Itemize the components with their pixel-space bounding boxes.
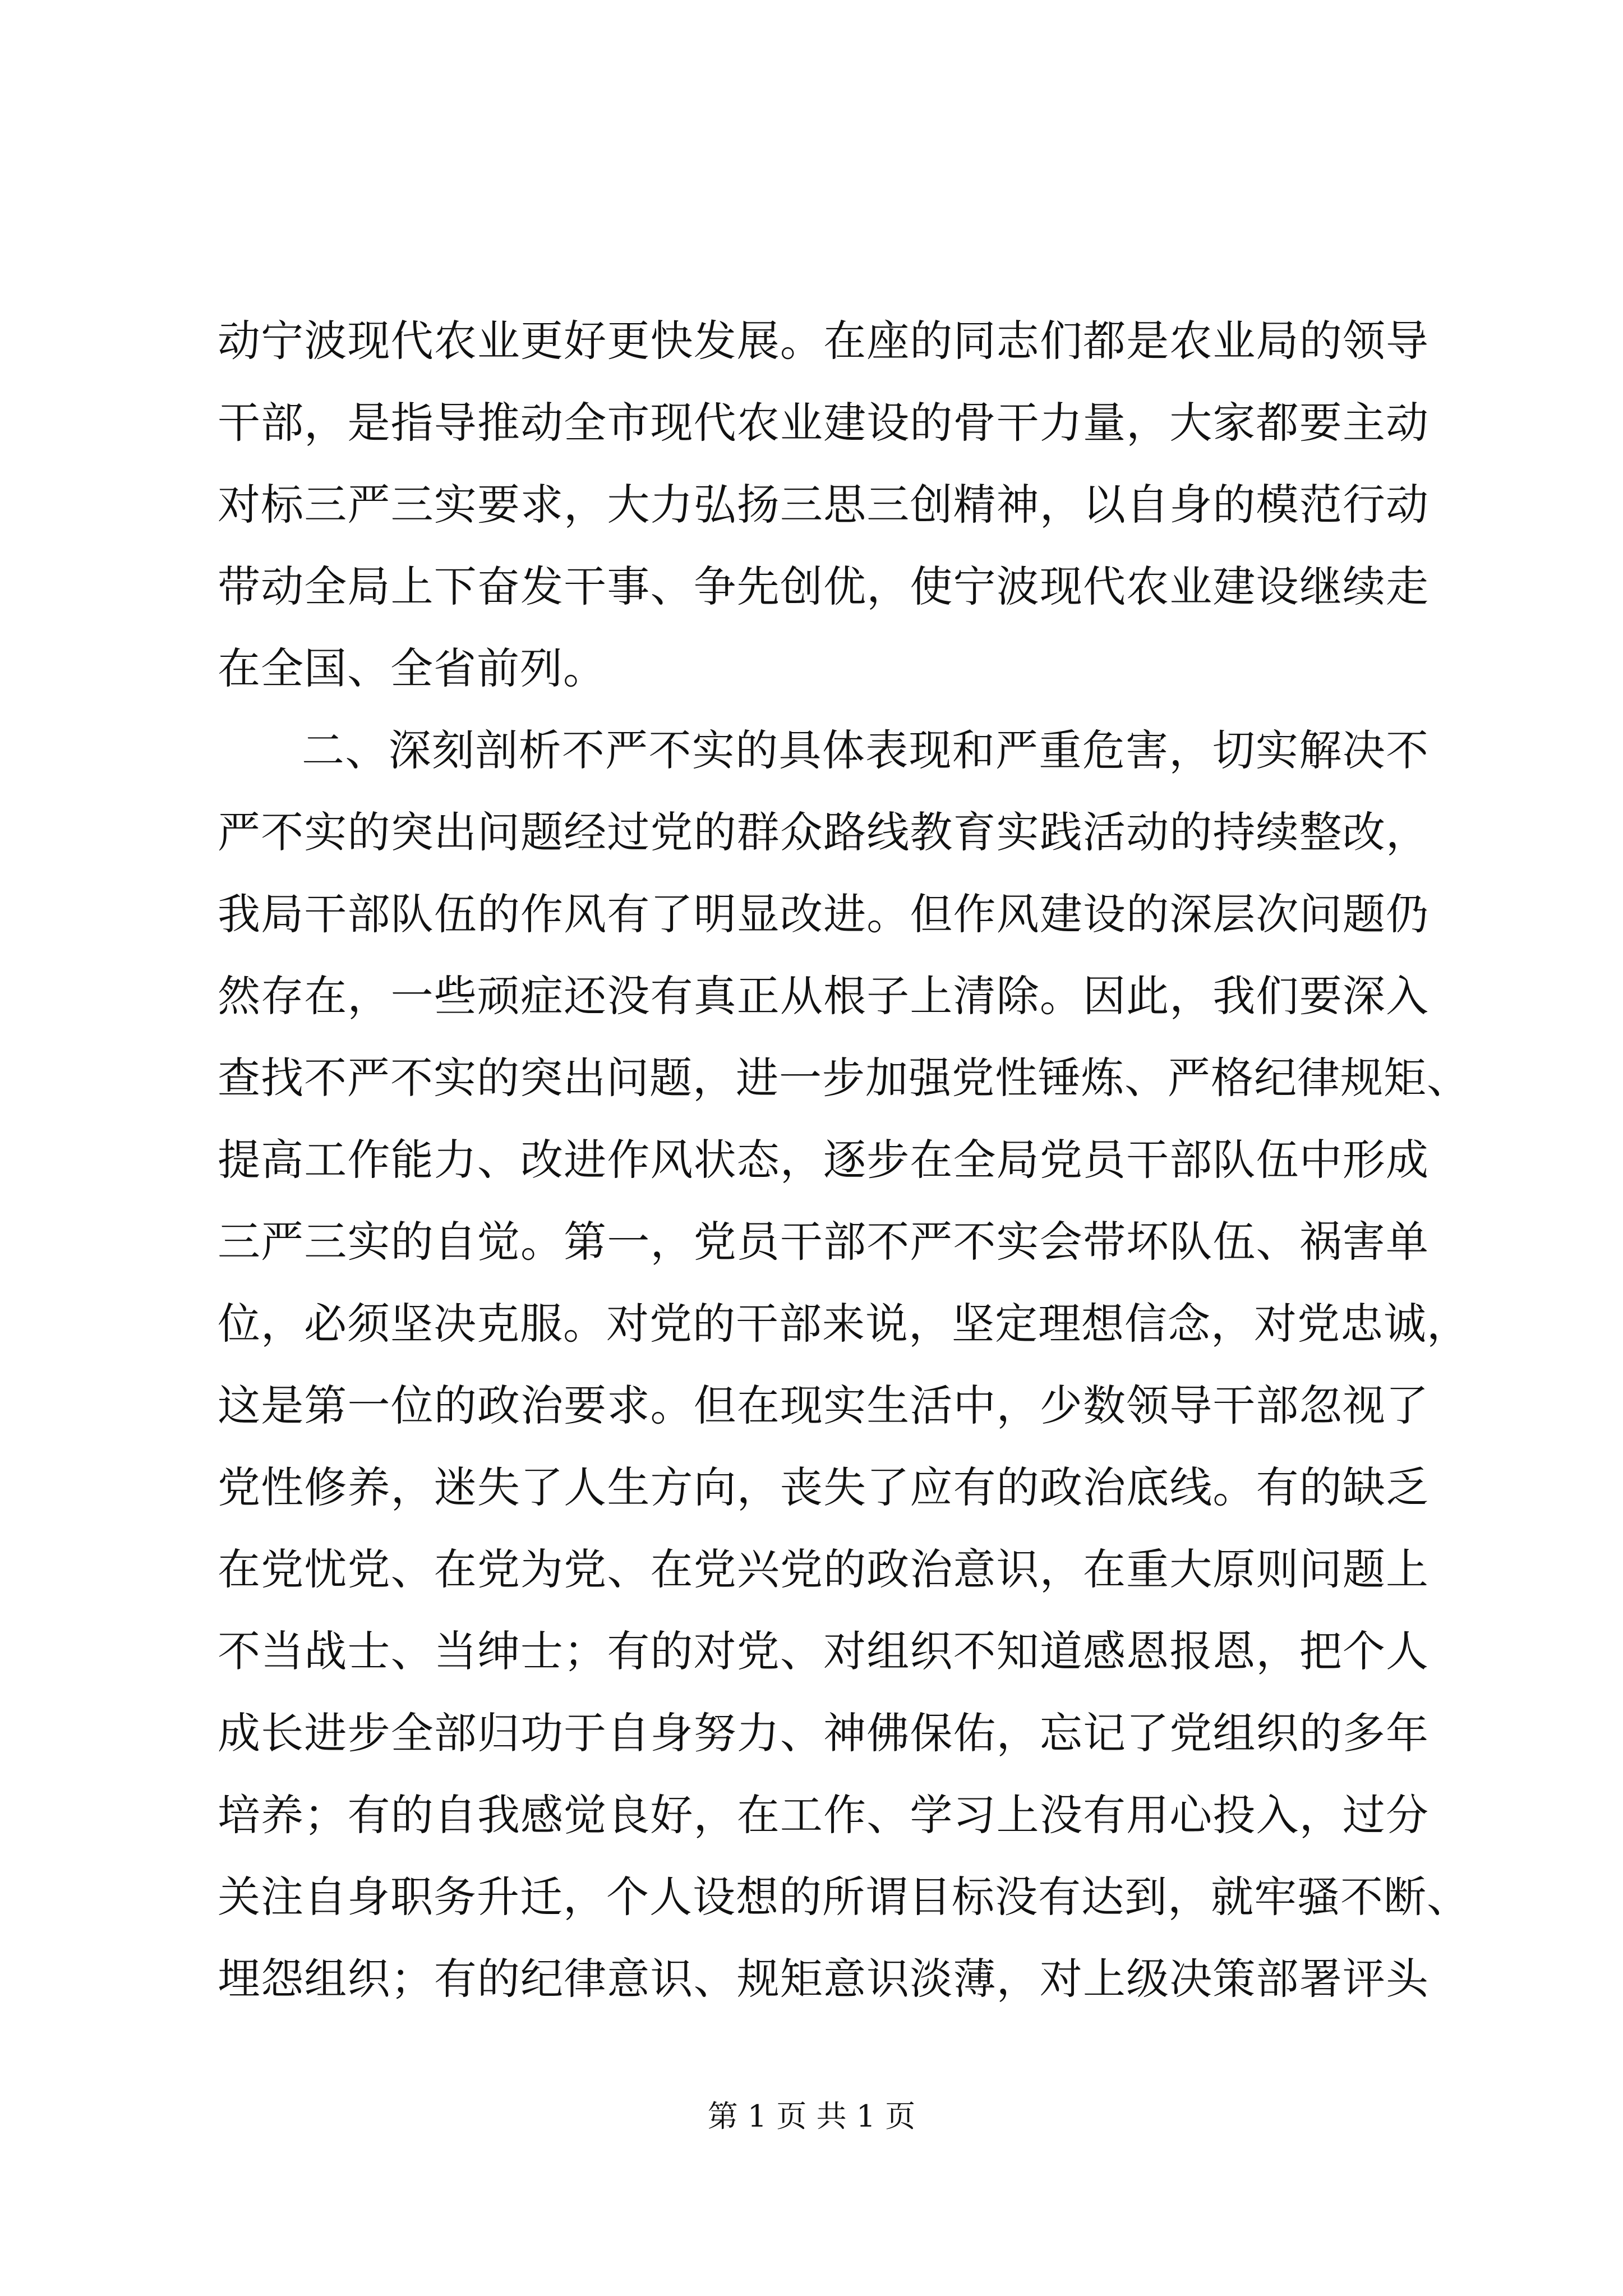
text-line: 成长进步全部归功于自身努力、神佛保佑，忘记了党组织的多年 bbox=[218, 1708, 1429, 1758]
text-line: 这是第一位的政治要求。但在现实生活中，少数领导干部忽视了 bbox=[218, 1381, 1429, 1430]
text-line: 埋怨组织；有的纪律意识、规矩意识淡薄，对上级决策部署评头 bbox=[218, 1954, 1429, 2004]
text-line: 查找不严不实的突出问题，进一步加强党性锤炼、严格纪律规矩、 bbox=[218, 1053, 1470, 1103]
text-line: 带动全局上下奋发干事、争先创优，使宁波现代农业建设继续走 bbox=[218, 562, 1429, 611]
text-line: 严不实的突出问题经过党的群众路线教育实践活动的持续整改， bbox=[218, 807, 1429, 857]
text-line: 在党忧党、在党为党、在党兴党的政治意识，在重大原则问题上 bbox=[218, 1544, 1429, 1594]
text-line: 提高工作能力、改进作风状态，逐步在全局党员干部队伍中形成 bbox=[218, 1135, 1429, 1185]
text-line: 干部，是指导推动全市现代农业建设的骨干力量，大家都要主动 bbox=[218, 398, 1429, 448]
document-body bbox=[218, 300, 1470, 2020]
text-line: 在全国、全省前列。 bbox=[218, 643, 606, 693]
page-footer bbox=[0, 2097, 1623, 2136]
page-number-label: 第 1 页 共 1 页 bbox=[707, 2099, 916, 2134]
text-line: 动宁波现代农业更好更快发展。在座的同志们都是农业局的领导 bbox=[218, 316, 1429, 366]
text-line: 然存在，一些顽症还没有真正从根子上清除。因此，我们要深入 bbox=[218, 971, 1429, 1021]
text-line: 培养；有的自我感觉良好，在工作、学习上没有用心投入，过分 bbox=[218, 1790, 1429, 1840]
text-line: 不当战士、当绅士；有的对党、对组织不知道感恩报恩，把个人 bbox=[218, 1626, 1429, 1676]
text-line: 我局干部队伍的作风有了明显改进。但作风建设的深层次问题仍 bbox=[218, 889, 1429, 939]
section-heading-line: 二、深刻剖析不严不实的具体表现和严重危害，切实解决不 bbox=[302, 725, 1429, 775]
text-line: 三严三实的自觉。第一，党员干部不严不实会带坏队伍、祸害单 bbox=[218, 1217, 1429, 1267]
text-line: 党性修养，迷失了人生方向，丧失了应有的政治底线。有的缺乏 bbox=[218, 1462, 1429, 1512]
text-line: 位，必须坚决克服。对党的干部来说，坚定理想信念，对党忠诚， bbox=[218, 1299, 1470, 1349]
text-line: 对标三严三实要求，大力弘扬三思三创精神，以自身的模范行动 bbox=[218, 480, 1429, 530]
text-line: 关注自身职务升迁，个人设想的所谓目标没有达到，就牢骚不断、 bbox=[218, 1872, 1470, 1922]
